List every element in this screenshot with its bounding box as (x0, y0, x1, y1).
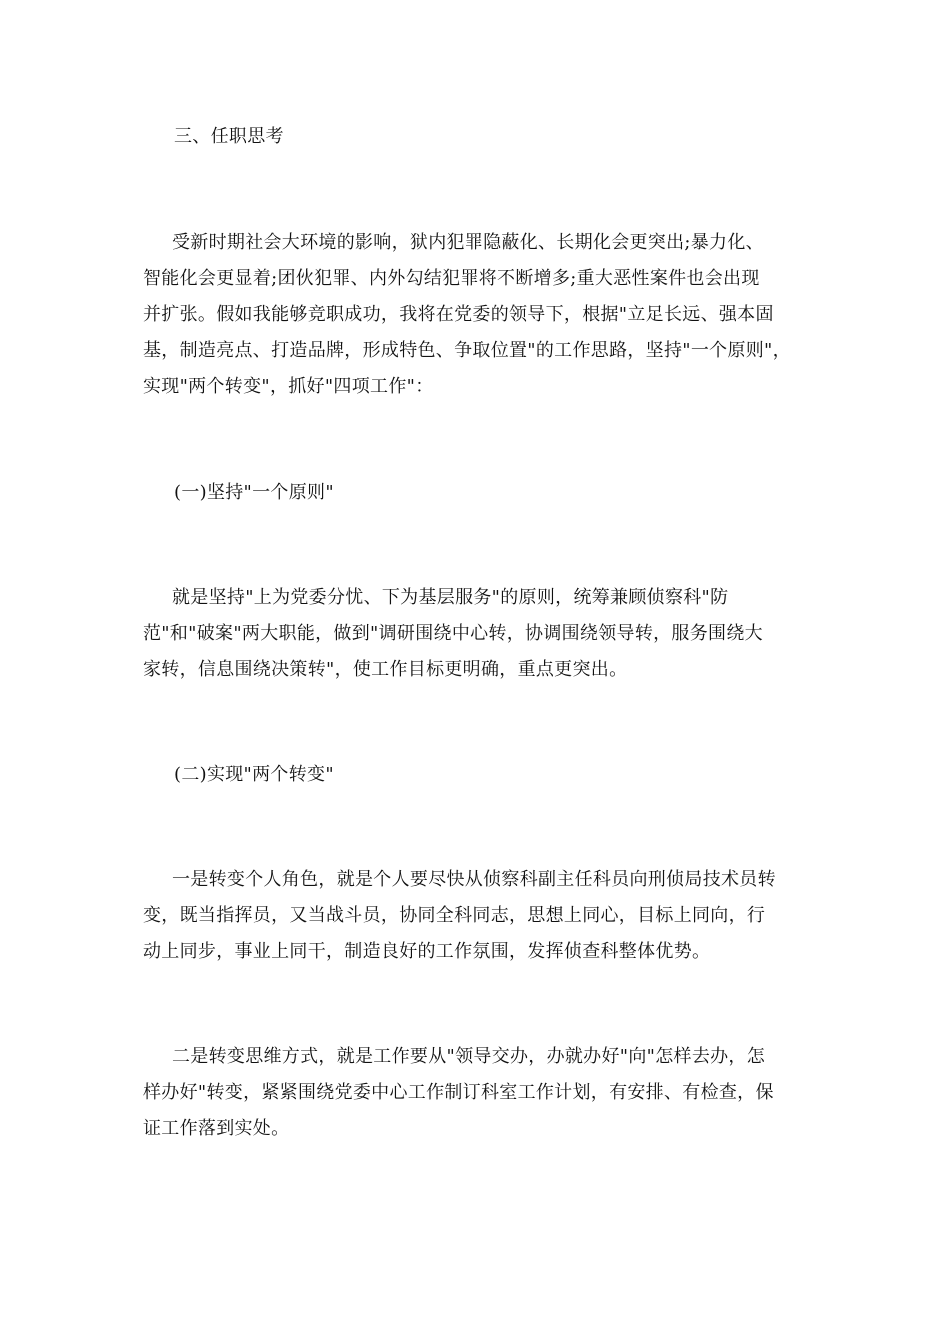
subheading-one-principle: (一)坚持"一个原则" (174, 482, 334, 503)
paragraph-line: 动上同步，事业上同干，制造良好的工作氛围，发挥侦查科整体优势。 (143, 941, 711, 962)
section-heading: 三、任职思考 (174, 126, 284, 147)
subheading-two-changes: (二)实现"两个转变" (174, 764, 334, 785)
paragraph-line: 基，制造亮点、打造品牌，形成特色、争取位置"的工作思路，坚持"一个原则"， (143, 340, 791, 361)
paragraph-line: 样办好"转变，紧紧围绕党委中心工作制订科室工作计划，有安排、有检查，保 (143, 1082, 774, 1103)
paragraph-line: 范"和"破案"两大职能，做到"调研围绕中心转，协调围绕领导转，服务围绕大 (143, 623, 763, 644)
paragraph-line: 变，既当指挥员，又当战斗员，协同全科同志，思想上同心，目标上同向，行 (143, 905, 766, 926)
paragraph-line: 并扩张。假如我能够竞职成功，我将在党委的领导下，根据"立足长远、强本固 (143, 304, 774, 325)
paragraph-line: 就是坚持"上为党委分忧、下为基层服务"的原则，统筹兼顾侦察科"防 (172, 587, 729, 608)
paragraph-line: 一是转变个人角色，就是个人要尽快从侦察科副主任科员向刑侦局技术员转 (172, 869, 776, 890)
paragraph-line: 证工作落到实处。 (143, 1118, 290, 1139)
paragraph-line: 受新时期社会大环境的影响，狱内犯罪隐蔽化、长期化会更突出;暴力化、 (172, 232, 764, 253)
paragraph-line: 智能化会更显着;团伙犯罪、内外勾结犯罪将不断增多;重大恶性案件也会出现 (143, 268, 760, 289)
paragraph-line: 实现"两个转变"，抓好"四项工作"： (143, 376, 434, 397)
paragraph-line: 二是转变思维方式，就是工作要从"领导交办，办就办好"向"怎样去办，怎 (172, 1046, 766, 1067)
paragraph-line: 家转，信息围绕决策转"，使工作目标更明确，重点更突出。 (143, 659, 628, 680)
